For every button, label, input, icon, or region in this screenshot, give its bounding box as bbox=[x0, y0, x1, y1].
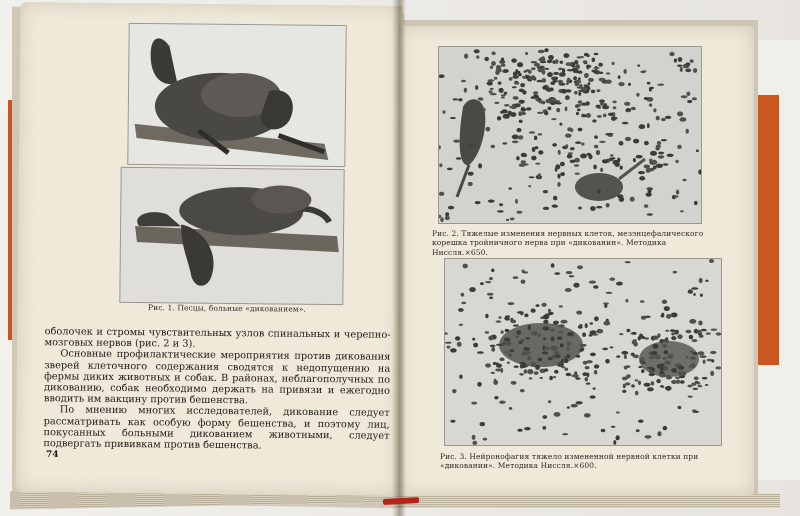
micrograph-figure2 bbox=[438, 46, 702, 224]
right-page-edges bbox=[396, 494, 780, 508]
fox-photo-bottom bbox=[119, 167, 344, 305]
fox-photo-top bbox=[127, 23, 346, 167]
body-paragraph: оболочек и стромы чувствительных узлов спинальных и черепно-мозговых нервов (рис. 2 и 3). bbox=[44, 326, 391, 350]
micrograph-figure3 bbox=[444, 258, 722, 446]
page-number: 74 bbox=[45, 449, 59, 461]
figure2-caption: Рис. 2. Тяжелые изменения нервных клеток, мезэнцефалического корешка тройничного нерва при «дикованин». Методика Ниссля.×650. bbox=[432, 229, 704, 257]
figure1-caption: Рис. 1. Песцы, больные «дикованием». bbox=[147, 303, 306, 314]
body-text bbox=[43, 326, 390, 453]
figure3-caption: Рис. 3. Нейронофагия тяжело измененной нервной клетки при «диковании». Методика Ниссля.×600. bbox=[440, 452, 699, 471]
body-paragraph: Основные профилактические мероприятия против дикования зверей клеточного содержания сводятся к недопущению на фермы диких животных и собак. В районах, неблагополучных по дикованию, собак необходимо держать на привязи и ежегодно вводить им вакцину против бешенства. bbox=[43, 348, 391, 407]
body-paragraph: По мнению многих исследователей, дикование следует рассматривать как особую форму бешенства, и поэтому лиц, покусанных больными дикованием животными, следует подвергать прививкам против бешенства. bbox=[43, 404, 390, 452]
book-gutter bbox=[392, 0, 406, 516]
